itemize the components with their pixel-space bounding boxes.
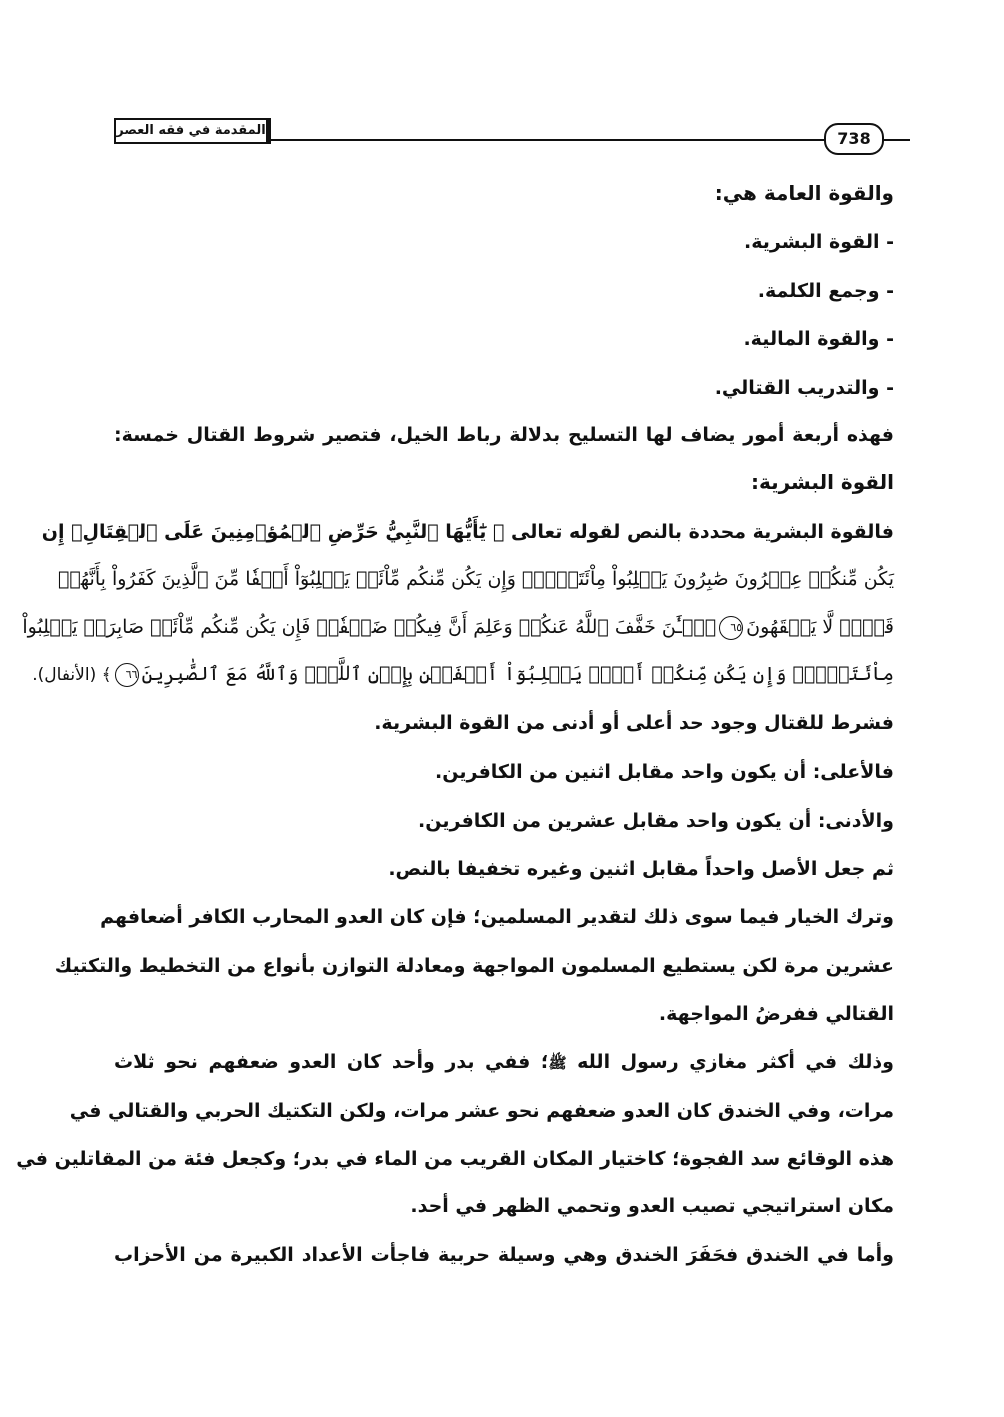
quran-segment: قَوۡمٞ لَّا يَفۡقَهُونَ	[746, 616, 894, 638]
paragraph-line: فالأعلى: أن يكون واحد مقابل اثنين من الكافرين.	[435, 761, 894, 783]
quran-segment: ٱلۡـَٰٔنَ خَفَّفَ ٱللَّهُ عَنكُمۡ وَعَلِمَ أَنَّ فِيكُمۡ ضَعۡفٗاۚ فَإِن يَكُن مِّنكُم مِّاْئَةٞ صَابِرَةٞ يَغۡلِبُواْ	[22, 616, 717, 638]
book-title: المقدمة في فقه العصر	[114, 118, 271, 144]
paragraph-line: القتالي ففرضُ المواجهة.	[658, 1003, 894, 1025]
paragraph-line: فهذه أربعة أمور يضاف لها التسليح بدلالة رباط الخيل، فتصير شروط القتال خمسة:	[114, 424, 894, 446]
quran-line	[32, 659, 894, 689]
paragraph-line: مرات، وفي الخندق كان العدو ضعفهم نحو عشر مرات، ولكن التكتيك الحربي والقتالي في	[69, 1100, 894, 1122]
text-segment: ؛ ففي بدر وأحد كان العدو ضعفهم نحو ثلاث	[114, 1051, 549, 1073]
page-number: 738	[824, 123, 884, 155]
list-item: - والقوة المالية.	[743, 328, 894, 350]
list-item: - القوة البشرية.	[744, 231, 894, 253]
paragraph-line: ثم جعل الأصل واحداً مقابل اثنين وغيره تخفيفا بالنص.	[388, 858, 894, 880]
paragraph-line	[114, 1047, 894, 1077]
honorific-glyph: ﷺ	[548, 1054, 567, 1072]
paragraph-line: مكان استراتيجي تصيب العدو وتحمي الظهر في أحد.	[410, 1195, 894, 1217]
quran-line: فالقوة البشرية محددة بالنص لقوله تعالى ﴿ يَٰٓأَيُّهَا ٱلنَّبِيُّ حَرِّضِ ٱلۡمُؤۡمِنِينَ عَلَى ٱلۡقِتَالِۚ إِن	[41, 521, 894, 543]
ayah-number-marker: ٦٦	[115, 663, 139, 687]
paragraph-line: والأدنى: أن يكون واحد مقابل عشرين من الكافرين.	[418, 810, 894, 832]
text-segment: وذلك في أكثر مغازي رسول الله	[577, 1051, 894, 1073]
heading-human-power: القوة البشرية:	[750, 470, 894, 494]
list-item: - وجمع الكلمة.	[757, 280, 894, 302]
quran-segment: مِاْئَتَيۡنِۚ وَإِن يَكُن مِّنكُمۡ أَلۡفٞ يَغۡلِبُوٓاْ أَلۡفَيۡنِ بِإِذۡنِ ٱللَّهِۗ وَٱللَّهُ مَعَ ٱلصَّٰبِرِينَ	[141, 663, 894, 685]
paragraph-line: هذه الوقائع سد الفجوة؛ كاختيار المكان القريب من الماء في بدر؛ وكجعل فئة من المقاتلين في	[16, 1148, 894, 1170]
paragraph-line: وأما في الخندق فحَفَرَ الخندق وهي وسيلة حربية فاجأت الأعداد الكبيرة من الأحزاب	[114, 1244, 894, 1266]
ayah-number-marker: ٦٥	[719, 616, 743, 640]
paragraph-line: عشرين مرة لكن يستطيع المسلمون المواجهة ومعادلة التوازن بأنواع من التخطيط والتكتيك	[54, 955, 894, 977]
sura-reference: ﴾ (الأنفال).	[32, 665, 112, 685]
list-item: - والتدريب القتالي.	[714, 377, 894, 399]
quran-line	[22, 612, 894, 642]
paragraph-line: وترك الخيار فيما سوى ذلك لتقدير المسلمين؛ فإن كان العدو المحارب الكافر أضعافهم	[100, 906, 894, 928]
quran-line: يَكُن مِّنكُمۡ عِشۡرُونَ صَٰبِرُونَ يَغۡلِبُواْ مِاْئَتَيۡنِۚ وَإِن يَكُن مِّنكُم مِّاْئَةٞ يَغۡلِبُوٓاْ أَلۡفٗا مِّنَ ٱلَّذِينَ كَفَرُواْ بِأَنَّهُمۡ	[57, 568, 894, 590]
paragraph-line: فشرط للقتال وجود حد أعلى أو أدنى من القوة البشرية.	[374, 712, 894, 734]
heading-general-power: والقوة العامة هي:	[714, 181, 894, 205]
